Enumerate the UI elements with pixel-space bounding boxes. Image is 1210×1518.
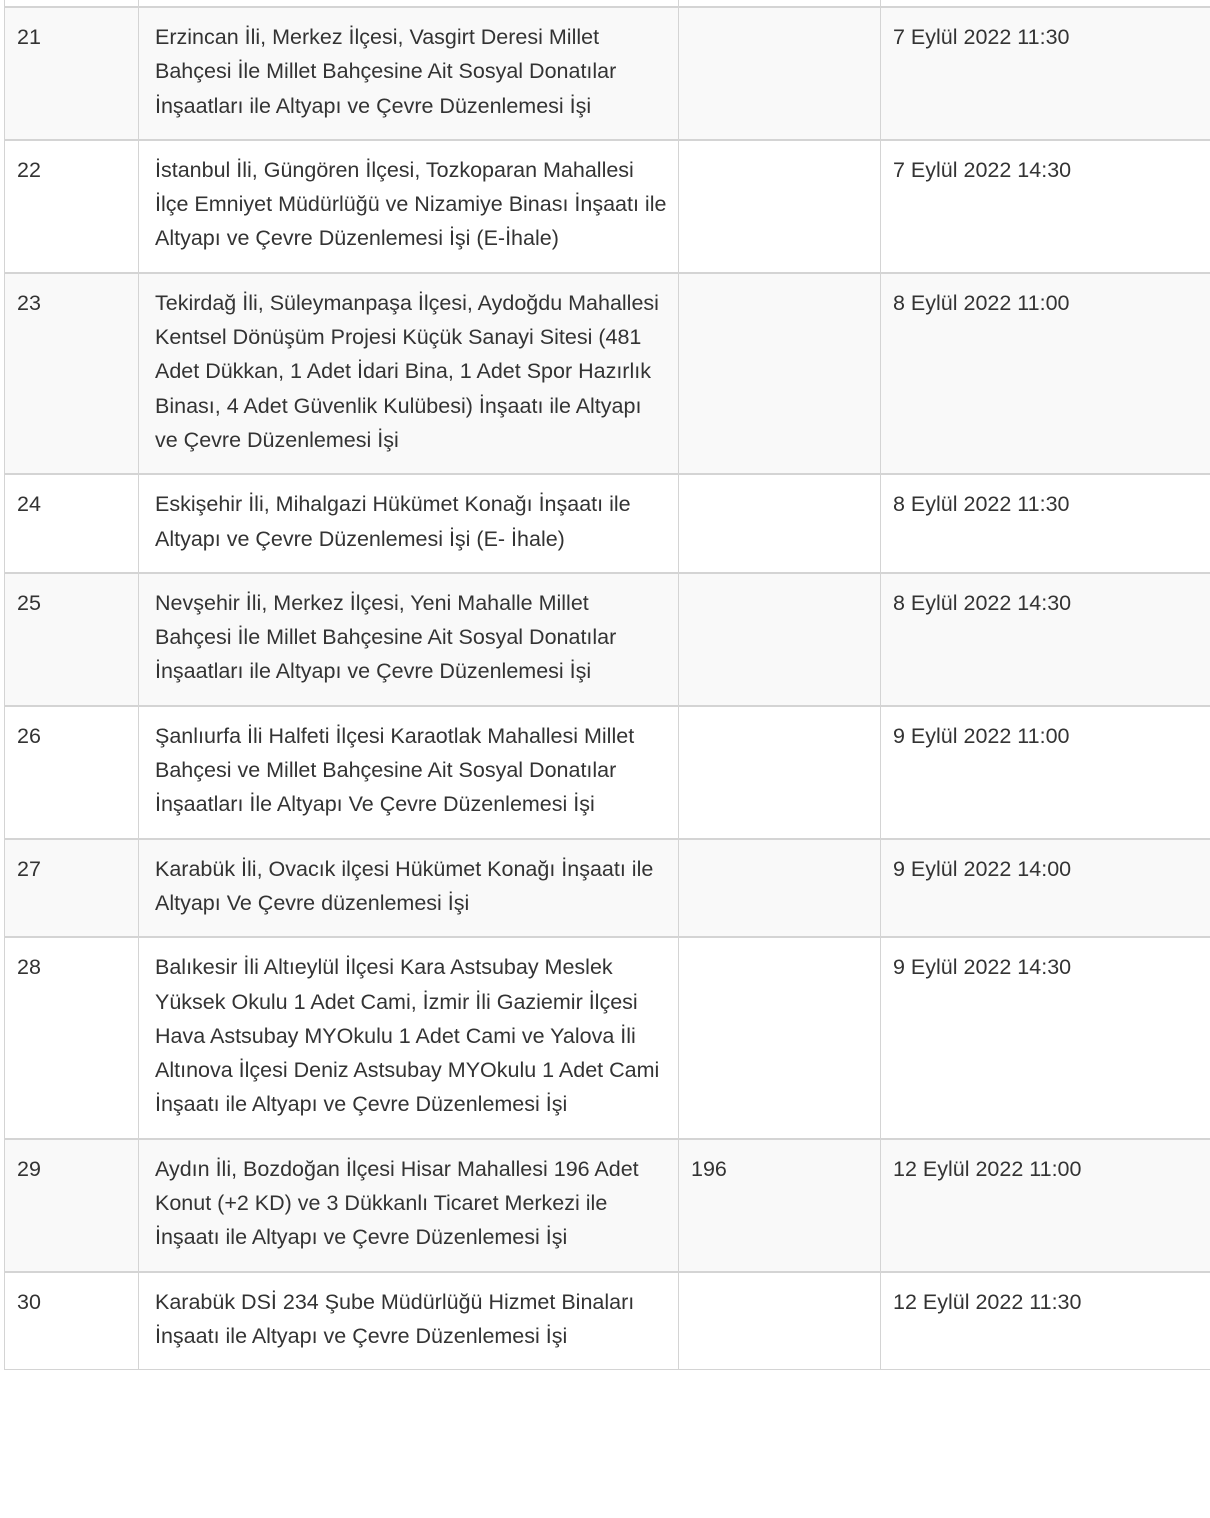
unit-count-cell [679, 273, 881, 474]
table-row [5, 140, 1210, 273]
table-row [5, 1272, 1210, 1370]
unit-count-cell [679, 1272, 881, 1370]
tender-date-cell: 12 Eylül 2022 11:30 [881, 1272, 1210, 1370]
row-number-cell: 21 [5, 7, 139, 140]
tender-date-cell: 8 Eylül 2022 14:30 [881, 573, 1210, 706]
tender-date-cell: 8 Eylül 2022 11:30 [881, 474, 1210, 573]
table-cell [679, 0, 881, 7]
project-name-cell: Eskişehir İli, Mihalgazi Hükümet Konağı İnşaatı ile Altyapı ve Çevre Düzenlemesi İşi (E- İhale) [139, 474, 679, 573]
tender-table [4, 0, 1210, 1370]
table-row [5, 573, 1210, 706]
tender-date-cell: 8 Eylül 2022 11:00 [881, 273, 1210, 474]
table-row [5, 706, 1210, 839]
unit-count-cell [679, 706, 881, 839]
project-name-cell: Balıkesir İli Altıeylül İlçesi Kara Astsubay Meslek Yüksek Okulu 1 Adet Cami, İzmir İli Gaziemir İlçesi Hava Astsubay MYOkulu 1 Adet Cami ve Yalova İli Altınova İlçesi Deniz Astsubay MYOkulu 1 Adet Cami İnşaatı ile Altyapı ve Çevre Düzenlemesi İşi [139, 937, 679, 1138]
row-number-cell: 28 [5, 937, 139, 1138]
project-name-cell: Şanlıurfa İli Halfeti İlçesi Karaotlak Mahallesi Millet Bahçesi ve Millet Bahçesine Ait Sosyal Donatılar İnşaatları İle Altyapı Ve Çevre Düzenlemesi İşi [139, 706, 679, 839]
tender-date-cell: 9 Eylül 2022 14:30 [881, 937, 1210, 1138]
row-number-cell: 23 [5, 273, 139, 474]
row-number-cell: 26 [5, 706, 139, 839]
row-number-cell: 24 [5, 474, 139, 573]
tender-date-cell: 12 Eylül 2022 11:00 [881, 1139, 1210, 1272]
unit-count-cell [679, 839, 881, 938]
project-name-cell: Tekirdağ İli, Süleymanpaşa İlçesi, Aydoğdu Mahallesi Kentsel Dönüşüm Projesi Küçük Sanayi Sitesi (481 Adet Dükkan, 1 Adet İdari Bina, 1 Adet Spor Hazırlık Binası, 4 Adet Güvenlik Kulübesi) İnşaatı ile Altyapı ve Çevre Düzenlemesi İşi [139, 273, 679, 474]
table-row [5, 7, 1210, 140]
table-cell [139, 0, 679, 7]
unit-count-cell [679, 474, 881, 573]
table-row [5, 474, 1210, 573]
unit-count-cell [679, 7, 881, 140]
row-number-cell: 30 [5, 1272, 139, 1370]
project-name-cell: Erzincan İli, Merkez İlçesi, Vasgirt Deresi Millet Bahçesi İle Millet Bahçesine Ait Sosyal Donatılar İnşaatları ile Altyapı ve Çevre Düzenlemesi İşi [139, 7, 679, 140]
table-row [5, 273, 1210, 474]
project-name-cell: Nevşehir İli, Merkez İlçesi, Yeni Mahalle Millet Bahçesi İle Millet Bahçesine Ait Sosyal Donatılar İnşaatları ile Altyapı ve Çevre Düzenlemesi İşi [139, 573, 679, 706]
tender-date-cell: 9 Eylül 2022 11:00 [881, 706, 1210, 839]
table-row [5, 1139, 1210, 1272]
unit-count-cell [679, 573, 881, 706]
unit-count-cell [679, 140, 881, 273]
table-row [5, 937, 1210, 1138]
tender-table-body [5, 0, 1210, 1370]
project-name-cell: İstanbul İli, Güngören İlçesi, Tozkoparan Mahallesi İlçe Emniyet Müdürlüğü ve Nizamiye Binası İnşaatı ile Altyapı ve Çevre Düzenlemesi İşi (E-İhale) [139, 140, 679, 273]
project-name-cell: Karabük İli, Ovacık ilçesi Hükümet Konağı İnşaatı ile Altyapı Ve Çevre düzenlemesi İşi [139, 839, 679, 938]
table-row-previous-partial [5, 0, 1210, 7]
project-name-cell: Aydın İli, Bozdoğan İlçesi Hisar Mahallesi 196 Adet Konut (+2 KD) ve 3 Dükkanlı Ticaret Merkezi ile İnşaatı ile Altyapı ve Çevre Düzenlemesi İşi [139, 1139, 679, 1272]
table-cell [5, 0, 139, 7]
tender-date-cell: 9 Eylül 2022 14:00 [881, 839, 1210, 938]
row-number-cell: 22 [5, 140, 139, 273]
unit-count-cell [679, 937, 881, 1138]
tender-date-cell: 7 Eylül 2022 11:30 [881, 7, 1210, 140]
tender-date-cell: 7 Eylül 2022 14:30 [881, 140, 1210, 273]
unit-count-cell: 196 [679, 1139, 881, 1272]
table-row [5, 839, 1210, 938]
row-number-cell: 25 [5, 573, 139, 706]
project-name-cell: Karabük DSİ 234 Şube Müdürlüğü Hizmet Binaları İnşaatı ile Altyapı ve Çevre Düzenlemesi İşi [139, 1272, 679, 1370]
table-cell [881, 0, 1210, 7]
row-number-cell: 27 [5, 839, 139, 938]
row-number-cell: 29 [5, 1139, 139, 1272]
